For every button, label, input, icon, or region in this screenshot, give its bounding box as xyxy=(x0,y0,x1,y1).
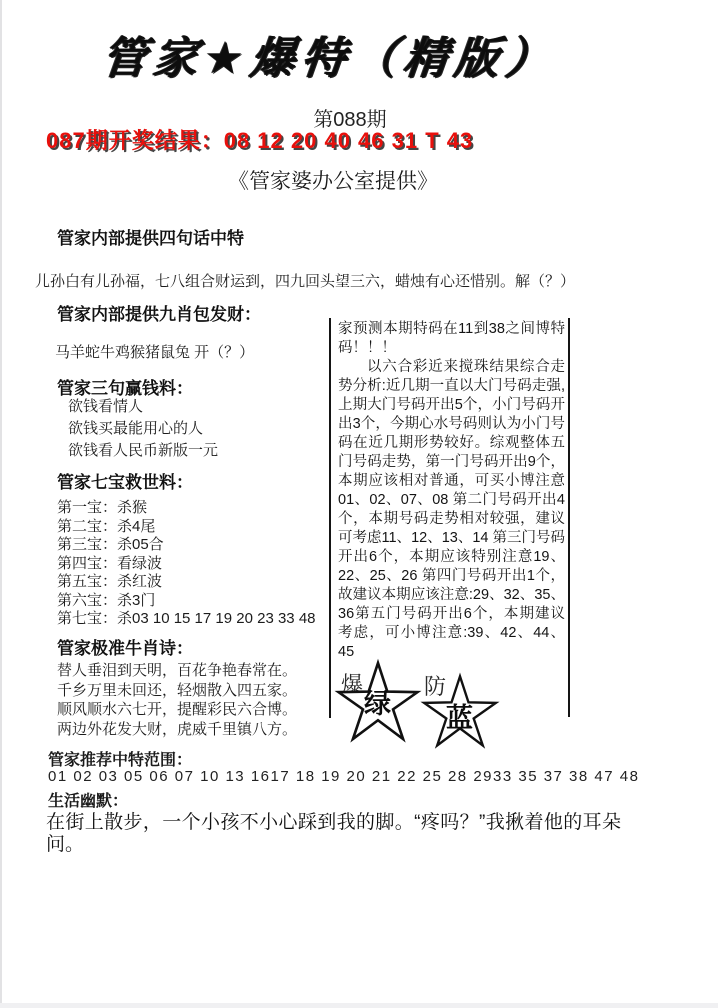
star-left-label: 爆 xyxy=(341,672,364,697)
poem-line: 两边外花发大财，虎威千里镇八方。 xyxy=(57,720,298,738)
qibao-list xyxy=(57,499,316,629)
section-heading-qibao: 管家七宝救世料： xyxy=(57,473,193,492)
section-heading-jiuxiao: 管家内部提供九肖包发财： xyxy=(57,305,261,324)
list-item: 第五宝：杀红波 xyxy=(57,573,163,590)
blue-star xyxy=(420,670,500,750)
list-item: 第六宝：杀3门 xyxy=(57,591,156,609)
section-heading-humor: 生活幽默： xyxy=(48,793,129,810)
list-item: 欲钱看人民币新版一元 xyxy=(68,442,219,459)
issue-number: 第088期 xyxy=(313,109,387,131)
analysis-body: 以六合彩近来搅珠结果综合走势分析:近几期一直以大门号码走强,上期大门号码开出5个，小门号码开出3个，今期心水号码则认为小门号码在近几期形势较好。综观整体五门号码走势，第一门号码开出9个，本期应该相对普通，可买小博注意01、02、07、08 第二门号码开出4个，本期号码走势相对较强，建议可考虑11、12、13、14 第三门号码开出6个，本期应该特别注意19、22、25、26 第四门号码开出1个，故建议本期应该注意:29、32、35、36第五门号码开出6个，本期建议考虑，可小博注意:39、42、44、45 xyxy=(338,359,565,660)
list-item: 第七宝：杀03 10 15 17 19 20 23 33 48 xyxy=(57,610,316,627)
green-star-text: 绿 xyxy=(364,689,391,719)
analysis-box-right-rule xyxy=(568,318,570,717)
sanju-list xyxy=(68,396,218,462)
poem xyxy=(57,661,297,739)
previous-draw-result: 087期开奖结果：08 12 20 40 46 31 T 43 xyxy=(46,128,474,153)
poem-line: 替人垂泪到天明，百花争艳春常在。 xyxy=(57,662,298,679)
list-item: 第一宝：杀猴 xyxy=(57,499,148,516)
jiuxiao-text: 马羊蛇牛鸡猴猪鼠兔 开（？） xyxy=(55,344,255,361)
page-bottom-edge xyxy=(0,1003,718,1008)
page-left-edge xyxy=(0,0,2,1008)
humor-text: 在街上散步，一个小孩不小心踩到我的脚。“疼吗？”我揪着他的耳朵问。 xyxy=(46,812,621,855)
list-item: 第四宝：看绿波 xyxy=(57,554,163,572)
page-title: 管家★爆特（精版） xyxy=(99,34,560,83)
list-item: 第二宝：杀4尾 xyxy=(57,517,156,535)
list-item: 欲钱看情人 xyxy=(68,398,144,415)
list-item: 欲钱买最能用心的人 xyxy=(68,420,204,437)
provider-line: 《管家婆办公室提供》 xyxy=(228,170,438,193)
analysis-box-left-rule xyxy=(329,318,331,718)
blue-star-text: 蓝 xyxy=(446,703,473,733)
section-heading-niuxiao: 管家极准牛肖诗： xyxy=(57,639,193,658)
star-right-label: 防 xyxy=(424,674,447,699)
section-heading-siju: 管家内部提供四句话中特 xyxy=(57,229,244,248)
section-heading-range: 管家推荐中特范围： xyxy=(48,752,193,769)
trend-analysis-box xyxy=(338,320,565,662)
section-heading-sanju: 管家三句赢钱料： xyxy=(57,379,193,398)
range-numbers: 01 02 03 05 06 07 10 13 1617 18 19 20 21 22 25 28 2933 35 37 38 47 48 xyxy=(48,768,640,785)
siju-text: 儿孙白有儿孙福，七八组合财运到，四九回头望三六，蜡烛有心还惜别。解（？） xyxy=(35,273,576,290)
green-star xyxy=(334,656,422,744)
analysis-intro: 家预测本期特码在11到38之间博特码！！！ xyxy=(338,321,565,356)
list-item: 第三宝：杀05合 xyxy=(57,536,164,553)
poem-line: 千乡万里未回还，轻烟散入四五家。 xyxy=(57,681,298,699)
poem-line: 顺风顺水六七开，提醒彩民六合博。 xyxy=(57,701,298,718)
